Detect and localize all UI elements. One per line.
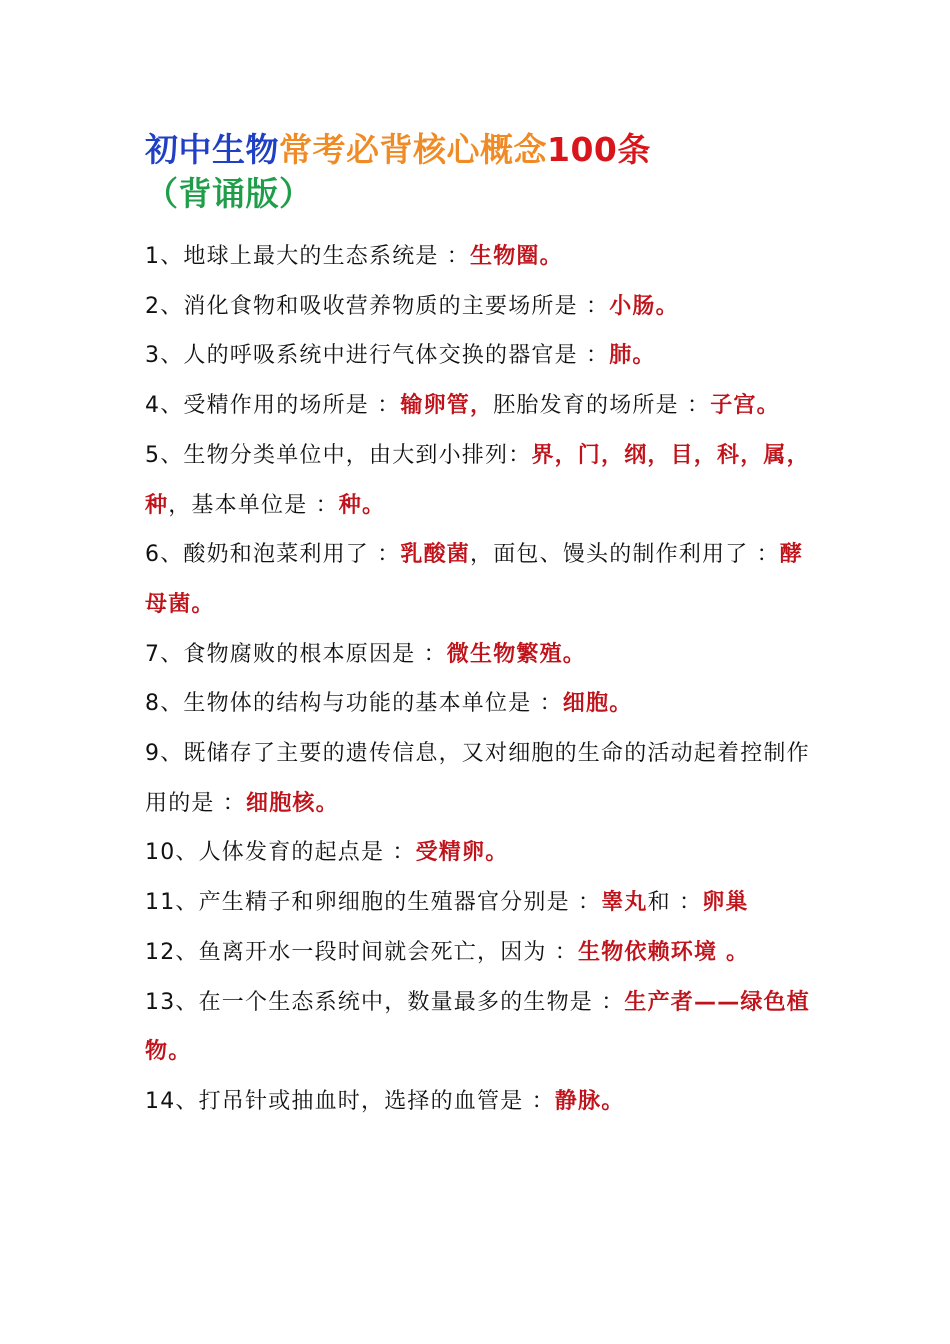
document-page [145, 128, 810, 1127]
answer-text: 小肠。 [609, 293, 679, 319]
answer-text: 微生物繁殖。 [446, 641, 586, 667]
question-text-2: ，面包、馒头的制作利用了 ： [470, 542, 780, 568]
concept-item-3 [145, 331, 810, 381]
question-text: 6、酸奶和泡菜利用了 ： [145, 542, 401, 568]
question-text: 1、地球上最大的生态系统是 ： [145, 244, 470, 269]
title-part-2: 常考必背核心概念 [279, 130, 547, 169]
answer-text-2: 种。 [338, 492, 386, 518]
concept-item-2 [145, 282, 810, 332]
question-text: 7、食物腐败的根本原因是 ： [145, 641, 447, 667]
answer-text-2: 卵巢 [702, 890, 749, 916]
concept-item-13 [145, 978, 810, 1077]
answer-text: 乳酸菌 [400, 542, 471, 568]
concept-item-11 [145, 878, 810, 928]
concept-item-10 [145, 828, 810, 878]
answer-text: 细胞。 [562, 691, 633, 717]
question-text: 10、人体发育的起点是 ： [145, 840, 416, 866]
concept-item-1 [145, 232, 810, 282]
question-text: 5、生物分类单位中，由大到小排列： [145, 442, 532, 468]
answer-text: 输卵管， [400, 393, 494, 419]
answer-text: 生物圈。 [470, 244, 563, 269]
answer-text-2: 子宫。 [710, 393, 780, 419]
answer-text: 睾丸 [601, 890, 648, 916]
question-text: 4、受精作用的场所是 ： [145, 393, 401, 419]
question-text: 12、鱼离开水一段时间就会死亡，因为 ： [145, 939, 578, 965]
answer-text: 细胞核。 [246, 790, 339, 816]
question-text: 13、在一个生态系统中，数量最多的生物是 ： [145, 989, 625, 1015]
answer-text: 界，门，纲，目，科，属，种 [145, 442, 810, 518]
answer-text: 受精卵。 [415, 840, 509, 866]
document-title [145, 128, 810, 216]
question-text: 9、既储存了主要的遗传信息，又对细胞的生命的活动起着控制作用的是 ： [145, 741, 810, 816]
concept-item-8 [145, 679, 810, 729]
concept-item-14 [145, 1077, 810, 1127]
question-text: 3、人的呼吸系统中进行气体交换的器官是 ： [145, 343, 610, 369]
answer-text: 生物依赖环境 。 [578, 939, 750, 965]
answer-text-2: 酵母菌。 [145, 542, 804, 617]
question-text-2: 和 ： [647, 890, 703, 916]
title-part-4: （背诵版） [145, 174, 313, 213]
answer-text: 肺。 [609, 343, 656, 369]
title-part-1: 初中生物 [145, 130, 279, 169]
answer-text: 生产者——绿色植物。 [145, 989, 810, 1065]
concept-item-6 [145, 530, 810, 629]
question-text: 8、生物体的结构与功能的基本单位是 ： [145, 691, 563, 717]
concept-item-4 [145, 381, 810, 431]
concept-item-5 [145, 431, 810, 530]
answer-text: 静脉。 [554, 1088, 625, 1114]
concept-item-7 [145, 630, 810, 680]
question-text-2: ，基本单位是 ： [168, 492, 339, 518]
title-part-3: 100条 [547, 130, 651, 169]
concept-item-9 [145, 729, 810, 828]
question-text-2: 胚胎发育的场所是 ： [493, 393, 711, 419]
question-text: 11、产生精子和卵细胞的生殖器官分别是 ： [145, 890, 602, 916]
question-text: 2、消化食物和吸收营养物质的主要场所是 ： [145, 293, 610, 319]
concept-item-12 [145, 928, 810, 978]
question-text: 14、打吊针或抽血时，选择的血管是 ： [145, 1088, 555, 1114]
